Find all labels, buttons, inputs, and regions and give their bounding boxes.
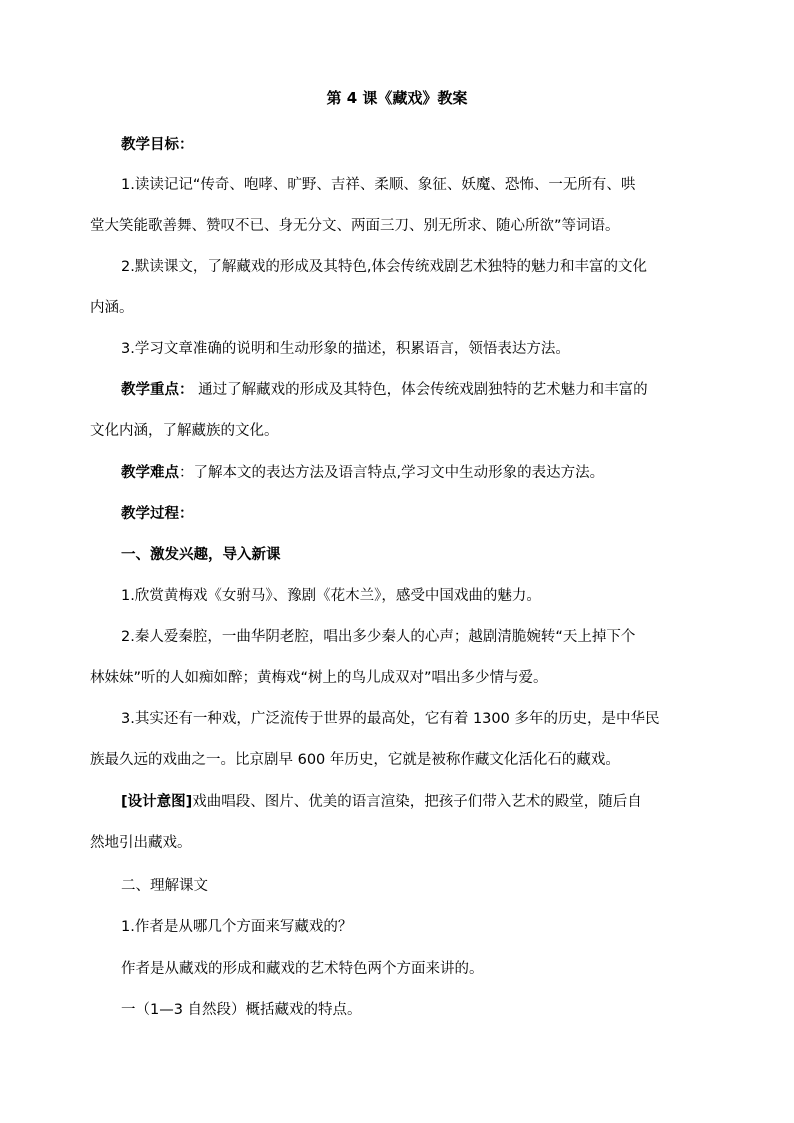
answer-1-paragraph — [90, 949, 708, 990]
key-point-label: 教学重点： — [121, 382, 194, 398]
key-point-line-2: 文化内涵，了解藏族的文化。 — [90, 423, 279, 439]
section-1-heading: 一、激发兴趣，导入新课 — [121, 547, 281, 563]
design-intent-line-2: 然地引出藏戏。 — [90, 835, 192, 851]
key-point-paragraph — [90, 370, 708, 452]
item-2-line-2: 林妹妹”听的人如痴如醉；黄梅戏“树上的鸟儿成双对”唱出多少情与爱。 — [90, 670, 548, 686]
goal-2-line-2: 内涵。 — [90, 300, 134, 316]
key-point-line-1 — [90, 370, 708, 411]
part-1-paragraph — [90, 990, 708, 1031]
section-1-heading-paragraph — [90, 535, 708, 576]
goals-heading: 教学目标： — [121, 137, 194, 153]
question-1-paragraph — [90, 907, 708, 948]
goal-3-paragraph — [90, 329, 708, 370]
difficulty-text: ：了解本文的表达方法及语言特点,学习文中生动形象的表达方法。 — [179, 465, 605, 481]
key-point-text: 通过了解藏戏的形成及其特色，体会传统戏剧独特的艺术魅力和丰富的 — [193, 382, 648, 398]
goal-3-line: 3.学习文章准确的说明和生动形象的描述，积累语言，领悟表达方法。 — [121, 341, 570, 357]
goal-1-line-1: 1.读读记记“传奇、咆哮、旷野、吉祥、柔顺、象征、妖魔、恐怖、一无所有、哄 — [121, 177, 636, 193]
goals-heading-paragraph — [90, 125, 708, 166]
item-3-paragraph — [90, 699, 708, 781]
difficulty-paragraph — [90, 453, 708, 494]
part-1: 一（1—3 自然段）概括藏戏的特点。 — [121, 1002, 362, 1018]
design-intent-line-1 — [90, 782, 708, 823]
answer-1: 作者是从藏戏的形成和藏戏的艺术特色两个方面来讲的。 — [121, 961, 484, 977]
process-heading-paragraph — [90, 494, 708, 535]
section-2-heading: 二、理解课文 — [121, 878, 208, 894]
question-1: 1.作者是从哪几个方面来写藏戏的？ — [121, 919, 353, 935]
difficulty-label: 教学难点 — [121, 465, 179, 481]
goal-1-line-2: 堂大笑能歌善舞、赞叹不已、身无分文、两面三刀、别无所求、随心所欲”等词语。 — [90, 218, 620, 234]
goal-1-paragraph — [90, 165, 708, 247]
item-2-line-1: 2.秦人爱秦腔，一曲华阴老腔，唱出多少秦人的心声；越剧清脆婉转“天上掉下个 — [121, 629, 636, 645]
goal-2-paragraph — [90, 247, 708, 329]
item-3-line-1: 3.其实还有一种戏，广泛流传于世界的最高处，它有着 1300 多年的历史，是中华民 — [121, 711, 660, 727]
design-intent-paragraph — [90, 782, 708, 864]
item-2-paragraph — [90, 617, 708, 699]
difficulty-line — [90, 453, 708, 494]
document-title: 第 4 课《藏戏》教案 — [326, 89, 468, 107]
section-2-heading-paragraph — [90, 866, 708, 907]
design-intent-text: 戏曲唱段、图片、优美的语言渲染，把孩子们带入艺术的殿堂，随后自 — [192, 794, 642, 810]
process-heading: 教学过程： — [121, 506, 194, 522]
item-1-paragraph — [90, 576, 708, 617]
goal-2-line-1: 2.默读课文，了解藏戏的形成及其特色,体会传统戏剧艺术独特的魅力和丰富的文化 — [121, 259, 647, 275]
design-intent-label: [设计意图] — [121, 794, 193, 810]
item-1-line: 1.欣赏黄梅戏《女驸马》、豫剧《花木兰》，感受中国戏曲的魅力。 — [121, 588, 541, 604]
item-3-line-2: 族最久远的戏曲之一。比京剧早 600 年历史，它就是被称作藏文化活化石的藏戏。 — [90, 752, 620, 768]
